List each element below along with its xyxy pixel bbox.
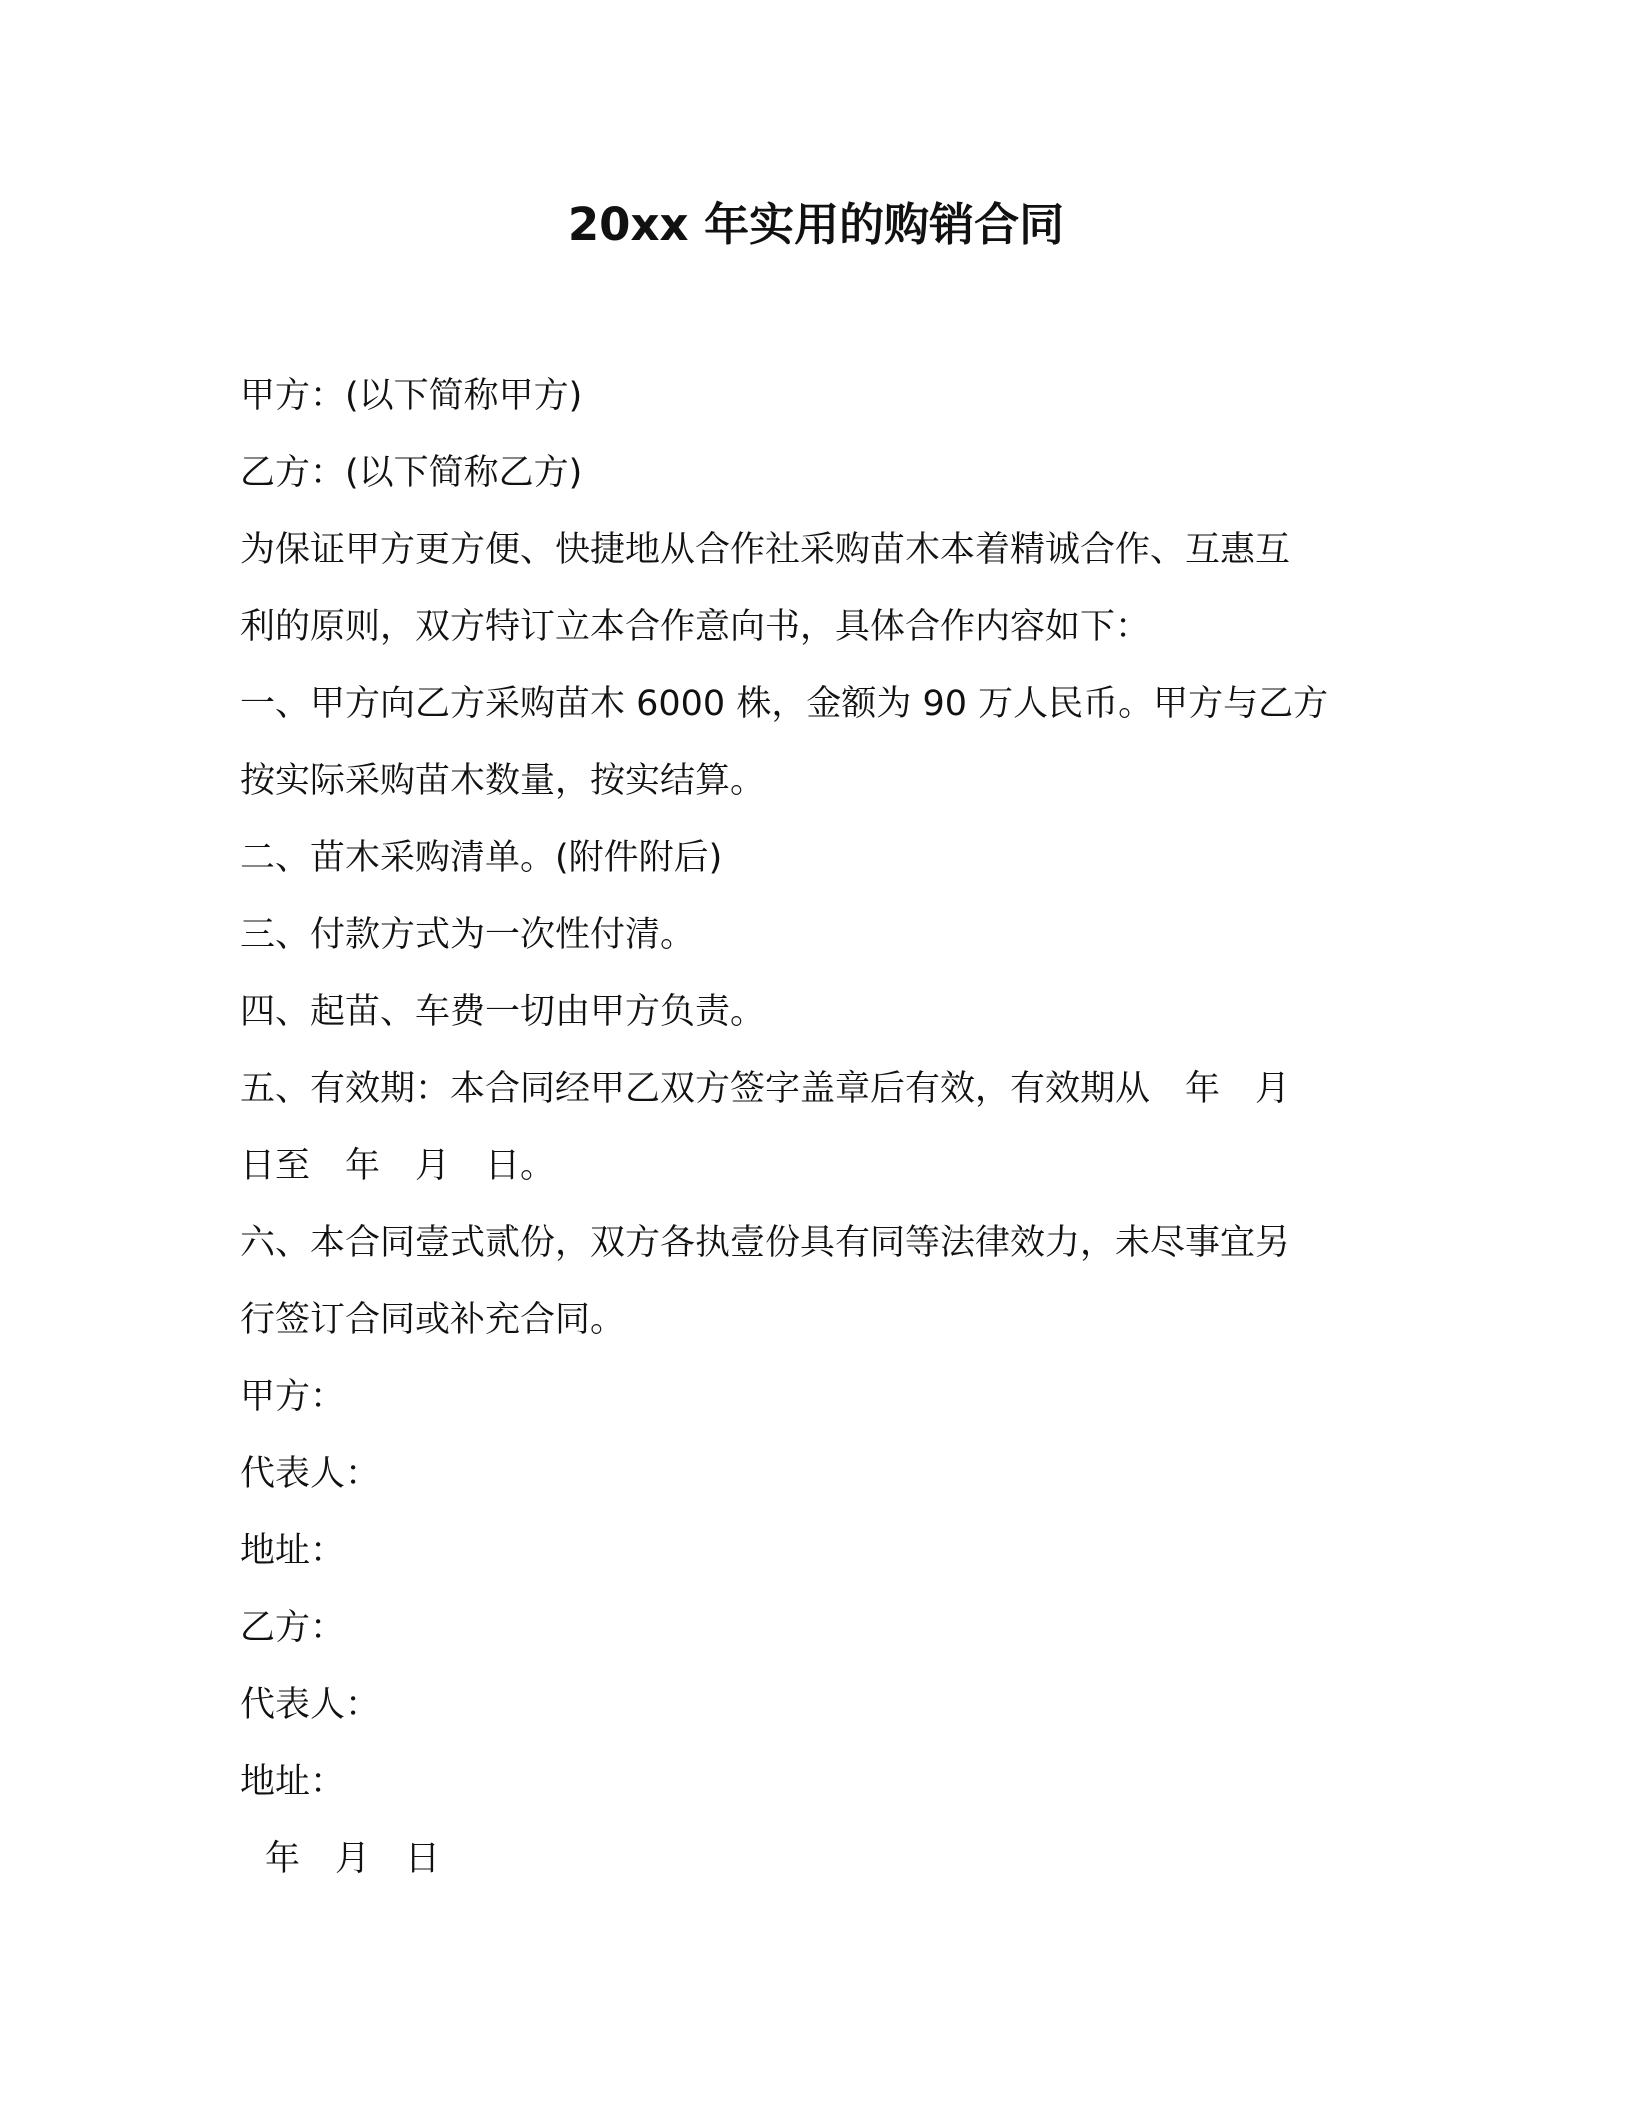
clause-5-line-2: 日至 年 月 日。 — [240, 1146, 556, 1186]
preamble-line-1: 为保证甲方更方便、快捷地从合作社采购苗木本着精诚合作、互惠互 — [240, 530, 1291, 570]
clause-5-line-1: 五、有效期：本合同经甲乙双方签字盖章后有效，有效期从 年 月 — [240, 1069, 1291, 1109]
signature-party-b-address: 地址： — [240, 1762, 346, 1802]
party-a-line: 甲方：(以下简称甲方) — [240, 376, 583, 416]
signature-party-a: 甲方： — [240, 1377, 346, 1417]
signature-date: 年 月 日 — [265, 1839, 441, 1879]
signature-party-a-address: 地址： — [240, 1531, 346, 1571]
document-title: 20xx 年实用的购销合同 — [567, 198, 1065, 251]
preamble-line-2: 利的原则，双方特订立本合作意向书，具体合作内容如下： — [240, 607, 1151, 647]
clause-6-line-1: 六、本合同壹式贰份，双方各执壹份具有同等法律效力，未尽事宜另 — [240, 1223, 1291, 1263]
signature-party-a-representative: 代表人： — [240, 1454, 381, 1494]
clause-6-line-2: 行签订合同或补充合同。 — [240, 1300, 626, 1340]
signature-party-b: 乙方： — [240, 1608, 346, 1648]
clause-1-line-1: 一、甲方向乙方采购苗木 6000 株，金额为 90 万人民币。甲方与乙方 — [240, 684, 1329, 724]
document-body — [240, 358, 1362, 1898]
clause-3-line: 三、付款方式为一次性付清。 — [240, 915, 696, 955]
clause-4-line: 四、起苗、车费一切由甲方负责。 — [240, 992, 766, 1032]
clause-1-line-2: 按实际采购苗木数量，按实结算。 — [240, 761, 766, 801]
signature-party-b-representative: 代表人： — [240, 1685, 381, 1725]
party-b-line: 乙方：(以下简称乙方) — [240, 453, 583, 493]
clause-2-line: 二、苗木采购清单。(附件附后) — [240, 838, 723, 878]
